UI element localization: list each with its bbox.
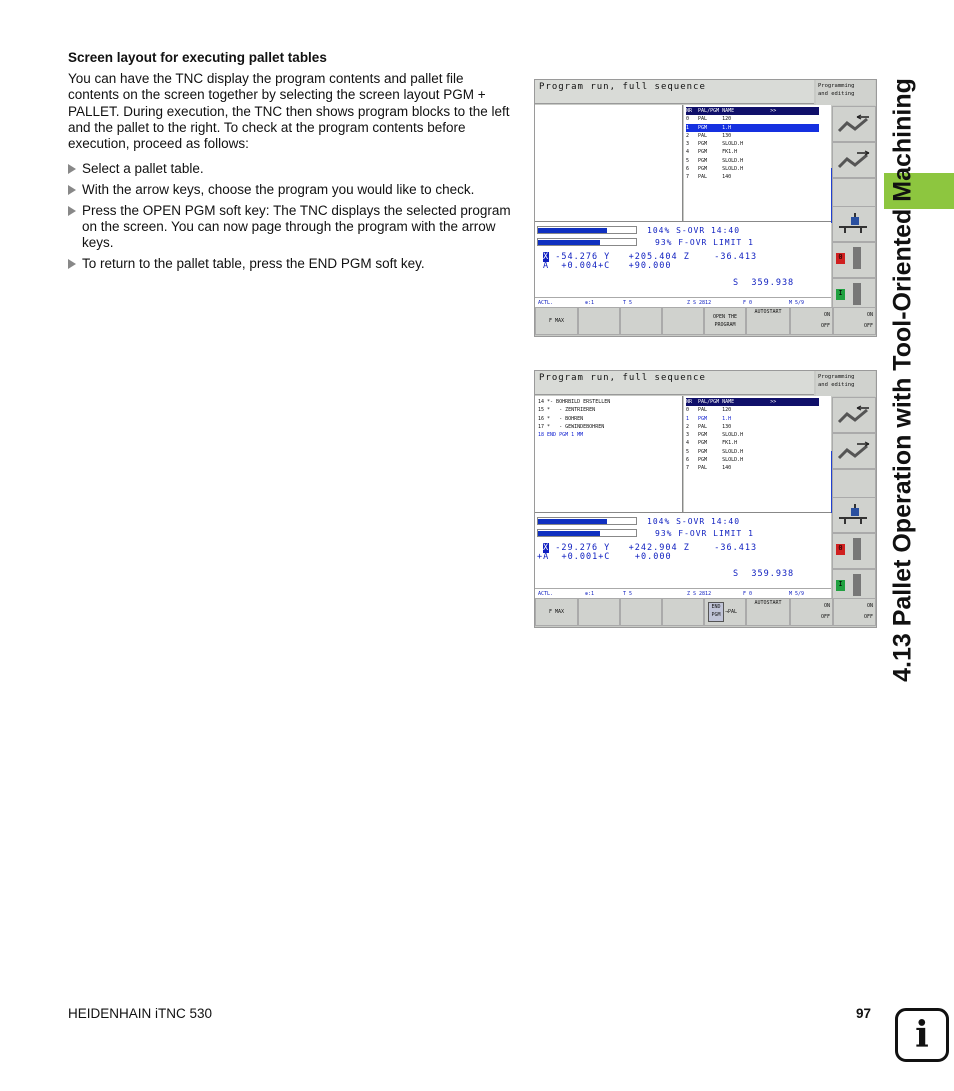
program-line[interactable]: 14 *- BOHRBILD ERSTELLEN <box>538 399 611 405</box>
status-mfunc: M 5/9 <box>789 591 805 597</box>
tool-icon <box>837 213 871 235</box>
step-list <box>68 161 514 277</box>
vsoftkey-1[interactable] <box>832 397 876 433</box>
step-arrow-icon <box>68 164 76 174</box>
pallet-header: NR PAL/PGM NAME >> <box>686 398 819 406</box>
pallet-row[interactable]: 5 PGM SLOLD.H <box>686 448 744 455</box>
feed-override-text: 93% F-OVR LIMIT 1 <box>655 529 754 538</box>
one-indicator: I <box>836 289 845 300</box>
page-number: 97 <box>856 1006 872 1021</box>
axis-a-label: +A <box>537 552 550 562</box>
program-pane <box>535 105 683 221</box>
program-pane <box>535 396 683 512</box>
program-line[interactable]: 15 * - ZENTRIEREN <box>538 407 596 414</box>
softkey-empty[interactable] <box>662 307 704 335</box>
spindle-on-icon <box>853 574 861 596</box>
path-right-icon <box>837 440 871 462</box>
pallet-pane <box>684 105 831 221</box>
pallet-row[interactable]: 1 PGM 1.H <box>686 415 732 422</box>
softkey-empty[interactable] <box>578 598 620 626</box>
status-actl: ACTL. <box>538 591 554 597</box>
spindle-off-icon <box>853 538 861 560</box>
pallet-row[interactable]: 4 PGM FK1.H <box>686 440 738 447</box>
end-pgm-softkey[interactable]: END PGM →PAL <box>704 598 746 626</box>
one-indicator: I <box>836 580 845 591</box>
zero-indicator: 0 <box>836 253 845 264</box>
feed-override-bar <box>537 238 637 246</box>
softkey-empty[interactable] <box>620 307 662 335</box>
tnc-screen-1 <box>534 79 877 337</box>
path-left-icon <box>837 404 871 426</box>
axis-x-label: X <box>543 252 550 262</box>
step-item: With the arrow keys, choose the program you would like to check. <box>68 182 514 198</box>
step-item: Select a pallet table. <box>68 161 514 177</box>
vsoftkey-1[interactable] <box>832 106 876 142</box>
axis-x-label: X <box>543 543 550 553</box>
pallet-row[interactable]: 5 PGM SLOLD.H <box>686 157 744 164</box>
autostart-softkey[interactable]: AUTOSTART <box>746 598 790 626</box>
pallet-row-selected[interactable]: 1 PGM 1.H <box>686 124 819 132</box>
status-datum: ⊕:1 <box>585 591 595 597</box>
pallet-row[interactable]: 2 PAL 130 <box>686 423 732 430</box>
position-row-1: -54.276 Y +205.404 Z -36.413 <box>549 252 758 262</box>
spindle-on-icon <box>853 283 861 305</box>
vsoftkey-5[interactable] <box>832 533 876 569</box>
spindle-override-text: 104% S-OVR 14:40 <box>647 226 741 235</box>
screen-title: Program run, full sequence <box>535 371 814 395</box>
feed-override-bar <box>537 529 637 537</box>
status-spindle: Z S 2812 <box>687 591 712 597</box>
step-item: Press the OPEN PGM soft key: The TNC displays the selected program on the screen. You can now page through the program with the arrow keys. <box>68 203 514 252</box>
status-feed: F 0 <box>743 300 753 306</box>
status-mfunc: M 5/9 <box>789 300 805 306</box>
open-program-softkey[interactable]: OPEN THE PROGRAM <box>704 307 746 335</box>
pallet-row[interactable]: 3 PGM SLOLD.H <box>686 141 744 148</box>
axis-a-label: A <box>543 261 550 271</box>
vsoftkey-2[interactable] <box>832 142 876 178</box>
step-arrow-icon <box>68 259 76 269</box>
chapter-side-title: 4.13 Pallet Operation with Tool-Oriented Machining <box>888 78 917 682</box>
pallet-row[interactable]: 7 PAL 140 <box>686 465 732 472</box>
path-left-icon <box>837 113 871 135</box>
programming-mode-button[interactable]: Programming and editing <box>816 371 875 396</box>
pallet-row[interactable]: 0 PAL 120 <box>686 407 732 414</box>
position-row-2: +0.004+C +90.000 <box>549 261 672 271</box>
vsoftkey-4[interactable] <box>832 497 876 533</box>
status-actl: ACTL. <box>538 300 554 306</box>
status-datum: ⊕:1 <box>585 300 595 306</box>
intro-paragraph: You can have the TNC display the program contents and pallet file contents on the screen together by selecting the screen layout PGM + PALLET. During execution, the TNC then shows program blocks to the left and the pallet to the right. To check at the program contents before execution, proceed as follows: <box>68 71 510 152</box>
spindle-override-bar <box>537 517 637 525</box>
override-panel <box>535 512 831 543</box>
pallet-row[interactable]: 7 PAL 140 <box>686 174 732 181</box>
spindle-position: S 359.938 <box>733 569 795 579</box>
status-feed: F 0 <box>743 591 753 597</box>
pallet-row[interactable]: 4 PGM FK1.H <box>686 149 738 156</box>
zero-indicator: 0 <box>836 544 845 555</box>
step-arrow-icon <box>68 185 76 195</box>
pallet-row[interactable]: 2 PAL 130 <box>686 132 732 139</box>
tnc-screen-2 <box>534 370 877 628</box>
vsoftkey-2[interactable] <box>832 433 876 469</box>
status-spindle: Z S 2812 <box>687 300 712 306</box>
fmax-softkey[interactable]: F MAX <box>535 598 578 626</box>
spindle-position: S 359.938 <box>733 278 795 288</box>
footer-text: HEIDENHAIN iTNC 530 <box>68 1006 213 1021</box>
position-display <box>535 542 831 588</box>
program-line[interactable]: 17 * - GEWINDEBOHREN <box>538 423 605 430</box>
cycle-toggle-softkey[interactable]: ON OFF <box>790 307 833 335</box>
status-tool: T 5 <box>623 591 633 597</box>
step-item: To return to the pallet table, press the END PGM soft key. <box>68 256 514 272</box>
spindle-override-text: 104% S-OVR 14:40 <box>647 517 741 526</box>
pallet-row[interactable]: 0 PAL 120 <box>686 116 732 123</box>
spindle-override-bar <box>537 226 637 234</box>
screen-title: Program run, full sequence <box>535 80 814 104</box>
programming-mode-button[interactable]: Programming and editing <box>816 80 875 105</box>
feed-override-text: 93% F-OVR LIMIT 1 <box>655 238 754 247</box>
position-display <box>535 251 831 297</box>
pallet-header: NR PAL/PGM NAME >> <box>686 107 819 115</box>
cycle-toggle-softkey[interactable]: ON OFF <box>790 598 833 626</box>
softkey-empty[interactable] <box>620 598 662 626</box>
step-arrow-icon <box>68 206 76 216</box>
softkey-empty[interactable] <box>662 598 704 626</box>
section-heading: Screen layout for executing pallet tables <box>68 50 327 65</box>
vsoftkey-5[interactable] <box>832 242 876 278</box>
fmax-softkey[interactable]: F MAX <box>535 307 578 335</box>
position-row-1: -29.276 Y +242.904 Z -36.413 <box>549 543 758 553</box>
pallet-pane <box>684 396 831 512</box>
vsoftkey-4[interactable] <box>832 206 876 242</box>
path-right-icon <box>837 149 871 171</box>
status-tool: T 5 <box>623 300 633 306</box>
pallet-row[interactable]: 3 PGM SLOLD.H <box>686 432 744 439</box>
program-line-active[interactable]: 18 END PGM 1 MM <box>538 432 584 439</box>
position-row-2: +0.001+C +0.000 <box>549 552 672 562</box>
pallet-row[interactable]: 6 PGM SLOLD.H <box>686 457 744 464</box>
override-panel <box>535 221 831 252</box>
block-toggle-softkey[interactable]: ON OFF <box>833 307 876 335</box>
spindle-off-icon <box>853 247 861 269</box>
autostart-softkey[interactable]: AUTOSTART <box>746 307 790 335</box>
softkey-empty[interactable] <box>578 307 620 335</box>
info-icon: i <box>895 1008 949 1062</box>
pallet-row[interactable]: 6 PGM SLOLD.H <box>686 166 744 173</box>
block-toggle-softkey[interactable]: ON OFF <box>833 598 876 626</box>
program-line[interactable]: 16 * - BOHREN <box>538 415 584 422</box>
tool-icon <box>837 504 871 526</box>
